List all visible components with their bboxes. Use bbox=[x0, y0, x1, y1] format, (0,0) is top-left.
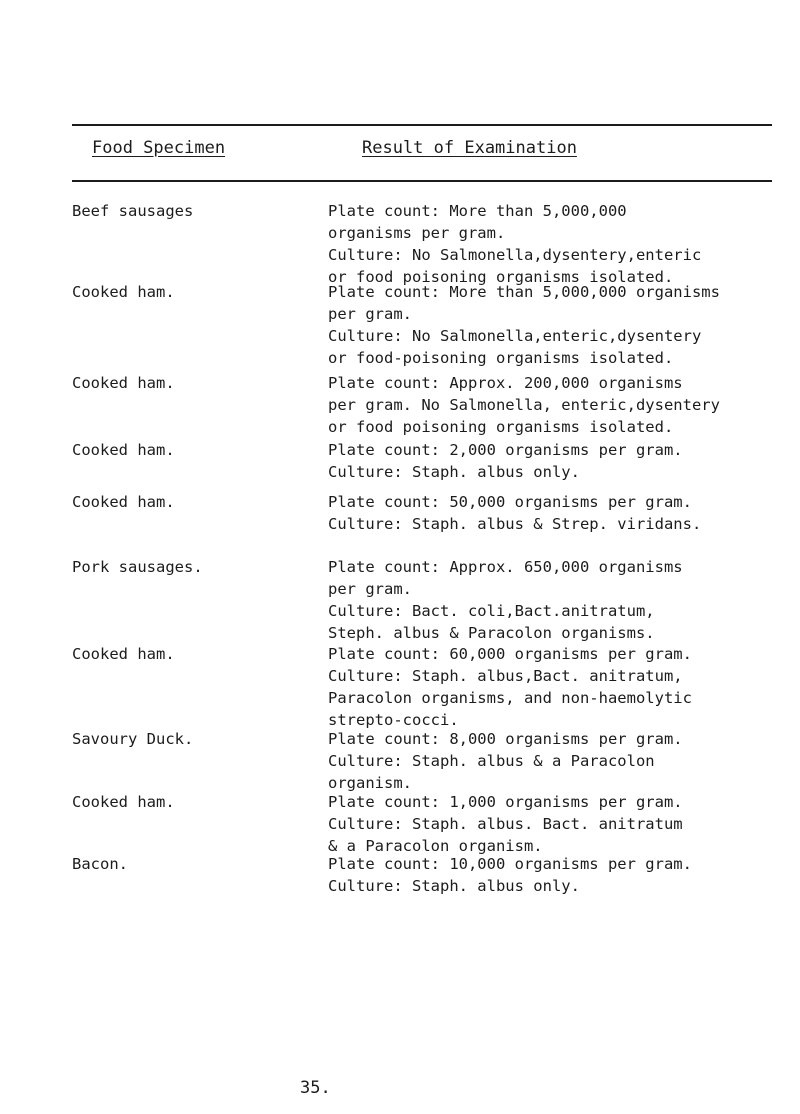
food-specimen-cell: Cooked ham. bbox=[72, 793, 175, 811]
food-specimen-cell: Bacon. bbox=[72, 855, 128, 873]
result-line: & a Paracolon organism. bbox=[328, 837, 543, 855]
result-line: or food poisoning organisms isolated. bbox=[328, 418, 674, 436]
result-line: or food-poisoning organisms isolated. bbox=[328, 349, 674, 367]
result-of-examination-heading: Result of Examination bbox=[362, 138, 577, 158]
result-line: Steph. albus & Paracolon organisms. bbox=[328, 624, 655, 642]
food-specimen-cell: Beef sausages bbox=[72, 202, 194, 220]
result-line: per gram. No Salmonella, enteric,dysentery bbox=[328, 396, 720, 414]
result-line: Plate count: 60,000 organisms per gram. bbox=[328, 645, 692, 663]
result-line: Plate count: 2,000 organisms per gram. bbox=[328, 441, 683, 459]
food-specimen-cell: Cooked ham. bbox=[72, 441, 175, 459]
result-line: Plate count: More than 5,000,000 bbox=[328, 202, 627, 220]
result-line: Culture: Bact. coli,Bact.anitratum, bbox=[328, 602, 655, 620]
food-specimen-cell: Cooked ham. bbox=[72, 645, 175, 663]
examination-result-cell bbox=[328, 439, 778, 483]
food-specimen-cell: Cooked ham. bbox=[72, 283, 175, 301]
examination-result-cell bbox=[328, 556, 778, 644]
top-rule bbox=[72, 124, 772, 126]
examination-result-cell bbox=[328, 728, 778, 794]
food-specimen-cell: Cooked ham. bbox=[72, 374, 175, 392]
result-line: Culture: Staph. albus only. bbox=[328, 877, 580, 895]
result-line: Plate count: Approx. 200,000 organisms bbox=[328, 374, 683, 392]
result-line: Plate count: 50,000 organisms per gram. bbox=[328, 493, 692, 511]
examination-result-cell bbox=[328, 200, 778, 288]
result-line: Culture: Staph. albus only. bbox=[328, 463, 580, 481]
result-line: Plate count: More than 5,000,000 organisms bbox=[328, 283, 720, 301]
result-line: Culture: Staph. albus,Bact. anitratum, bbox=[328, 667, 683, 685]
examination-result-cell bbox=[328, 281, 778, 369]
header-rule bbox=[72, 180, 772, 182]
result-line: organism. bbox=[328, 774, 412, 792]
food-specimen-cell: Pork sausages. bbox=[72, 558, 203, 576]
result-line: strepto-cocci. bbox=[328, 711, 459, 729]
result-line: Culture: Staph. albus & a Paracolon bbox=[328, 752, 655, 770]
result-line: Paracolon organisms, and non-haemolytic bbox=[328, 689, 692, 707]
examination-result-cell bbox=[328, 791, 778, 857]
page-number: 35. bbox=[300, 1078, 331, 1098]
result-line: organisms per gram. bbox=[328, 224, 506, 242]
examination-result-cell bbox=[328, 643, 778, 731]
result-line: or food poisoning organisms isolated. bbox=[328, 268, 674, 286]
result-line: per gram. bbox=[328, 305, 412, 323]
examination-result-cell bbox=[328, 491, 778, 535]
examination-result-cell bbox=[328, 372, 778, 438]
result-line: Culture: Staph. albus & Strep. viridans. bbox=[328, 515, 702, 533]
result-line: Plate count: Approx. 650,000 organisms bbox=[328, 558, 683, 576]
result-line: Culture: No Salmonella,dysentery,enteric bbox=[328, 246, 702, 264]
result-line: Plate count: 8,000 organisms per gram. bbox=[328, 730, 683, 748]
food-specimen-cell: Savoury Duck. bbox=[72, 730, 194, 748]
result-line: Plate count: 1,000 organisms per gram. bbox=[328, 793, 683, 811]
examination-result-cell bbox=[328, 853, 778, 897]
food-specimen-heading: Food Specimen bbox=[92, 138, 226, 158]
result-line: Plate count: 10,000 organisms per gram. bbox=[328, 855, 692, 873]
result-line: per gram. bbox=[328, 580, 412, 598]
result-line: Culture: No Salmonella,enteric,dysentery bbox=[328, 327, 702, 345]
result-line: Culture: Staph. albus. Bact. anitratum bbox=[328, 815, 683, 833]
food-specimen-cell: Cooked ham. bbox=[72, 493, 175, 511]
